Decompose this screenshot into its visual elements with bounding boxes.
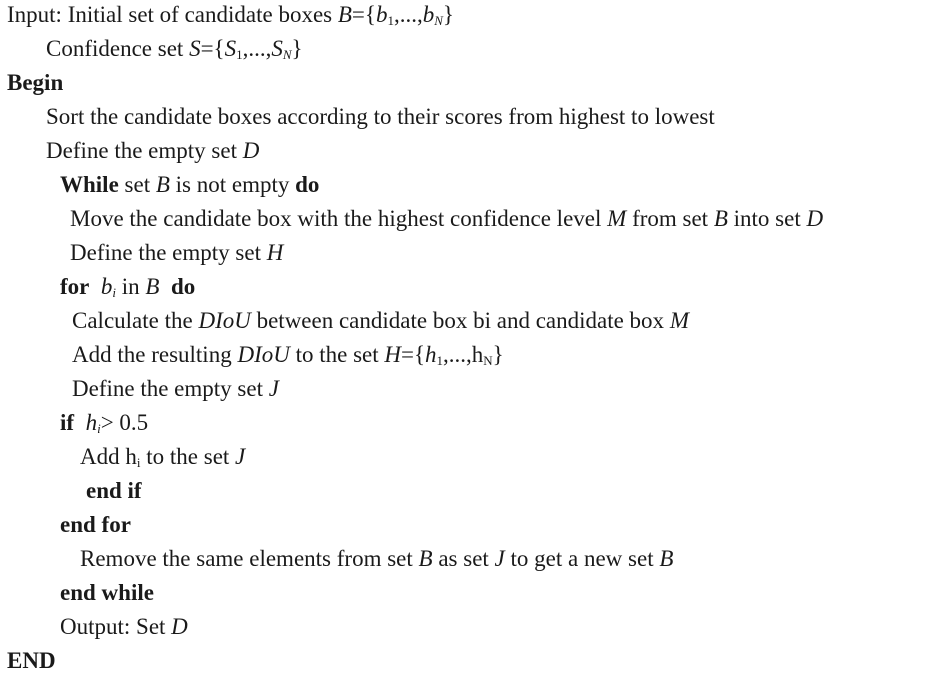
text: ={ <box>401 342 426 367</box>
text: ,...,h <box>443 342 484 367</box>
text: into set <box>727 206 807 231</box>
text: Confidence set <box>46 36 190 61</box>
subscript: 1 <box>436 353 444 368</box>
if-line <box>60 409 148 437</box>
math-var: S <box>271 36 283 61</box>
text: in <box>116 274 146 299</box>
keyword: do <box>295 172 320 197</box>
end-for-keyword: end for <box>60 512 131 537</box>
end-if-keyword: end if <box>86 478 142 503</box>
text: to the set <box>140 444 236 469</box>
subscript: 1 <box>387 13 394 28</box>
define-d-line <box>46 137 259 165</box>
text: ={ <box>351 2 376 27</box>
math-var: J <box>235 444 246 469</box>
text: bi <box>473 308 491 333</box>
math-var: h <box>425 342 437 367</box>
math-var: M <box>607 206 627 231</box>
end-keyword: END <box>7 648 56 673</box>
text: } <box>291 36 303 61</box>
keyword: if <box>60 410 75 435</box>
subscript: i <box>97 421 101 436</box>
math-var: B <box>713 206 728 231</box>
math-var: J <box>494 546 505 571</box>
text: Input: Initial set of candidate boxes <box>7 2 338 27</box>
text: between candidate box <box>250 308 474 333</box>
math-var: DIoU <box>198 308 251 333</box>
add-diou-line <box>72 341 504 369</box>
calculate-line <box>72 307 689 335</box>
text: > 0.5 <box>100 410 149 435</box>
math-var: b <box>422 2 435 27</box>
text: Remove the same elements from set <box>80 546 419 571</box>
end-while-keyword: end while <box>60 580 154 605</box>
begin-keyword: Begin <box>7 70 64 95</box>
text: ={ <box>200 36 225 61</box>
math-var: D <box>171 614 188 639</box>
math-var: h <box>85 410 98 435</box>
math-var: H <box>384 342 402 367</box>
text: and candidate box <box>490 308 670 333</box>
math-var: DIoU <box>237 342 290 367</box>
subscript: 1 <box>236 47 243 62</box>
text: Output: Set <box>60 614 172 639</box>
math-var: b <box>375 2 388 27</box>
remove-line <box>80 545 673 573</box>
keyword: do <box>170 274 196 299</box>
math-var: b <box>100 274 113 299</box>
subscript: N <box>434 13 443 28</box>
math-var: B <box>659 546 674 571</box>
keyword: While <box>60 172 119 197</box>
text: Add h <box>80 444 137 469</box>
while-line <box>60 171 319 199</box>
text: is not empty <box>169 172 296 197</box>
text: } <box>442 2 454 27</box>
math-var: S <box>224 36 237 61</box>
text: as set <box>432 546 495 571</box>
text: to get a new set <box>504 546 660 571</box>
add-hi-line <box>80 443 245 471</box>
math-var: D <box>806 206 824 231</box>
subscript: N <box>282 47 292 62</box>
define-h-line <box>70 239 283 267</box>
math-var: M <box>669 308 689 333</box>
subscript: i <box>112 285 116 300</box>
math-var: S <box>189 36 201 61</box>
text: Define the empty set <box>46 138 243 163</box>
math-var: H <box>266 240 284 265</box>
text: ,..., <box>393 2 423 27</box>
text: Define the empty set <box>70 240 267 265</box>
math-var: B <box>337 2 352 27</box>
subscript: i <box>136 455 141 470</box>
subscript: N <box>483 353 493 368</box>
keyword: for <box>60 274 90 299</box>
define-j-line <box>72 375 279 403</box>
input-line <box>7 1 454 29</box>
text: Add the resulting <box>72 342 238 367</box>
text: set <box>118 172 156 197</box>
output-line <box>60 613 188 641</box>
math-var: D <box>242 138 260 163</box>
text: Move the candidate box with the highest confidence level <box>70 206 608 231</box>
for-line <box>60 273 195 301</box>
math-var: B <box>145 274 160 299</box>
math-var: B <box>155 172 170 197</box>
text: Calculate the <box>72 308 199 333</box>
move-line <box>70 205 823 233</box>
text: Define the empty set <box>72 376 269 401</box>
sort-line: Sort the candidate boxes according to their scores from highest to lowest <box>46 104 715 129</box>
text: to the set <box>289 342 385 367</box>
math-var: J <box>268 376 279 401</box>
text: from set <box>626 206 714 231</box>
math-var: B <box>418 546 433 571</box>
text: ,..., <box>242 36 272 61</box>
confidence-line <box>46 35 303 63</box>
text: } <box>492 342 504 367</box>
